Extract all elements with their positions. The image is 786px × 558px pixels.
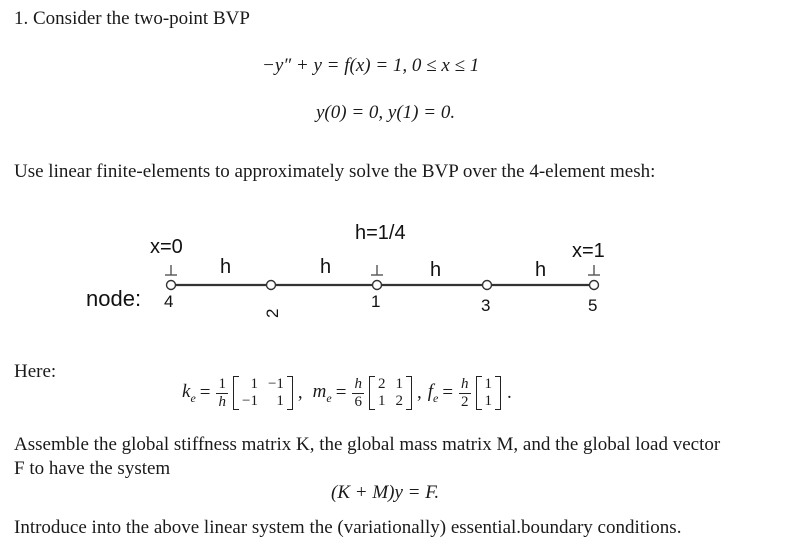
ke-fraction: $\frac{1}{h}$ <box>218 375 226 410</box>
ke-symbol: $k_e$ <box>182 380 196 405</box>
mesh-x-right-label: x=1 <box>572 240 605 262</box>
problem-intro-text: Consider the two-point BVP <box>33 8 250 29</box>
node-number-4: 4 <box>164 292 174 311</box>
element-label-2: h <box>320 256 332 278</box>
final-instruction: Introduce into the above linear system the (variationally) essential.boundary conditions. <box>14 517 682 538</box>
here-label: Here: <box>14 361 57 382</box>
mesh-node-2 <box>267 281 276 290</box>
ke-matrix: 1 −1 −1 1 <box>233 376 293 410</box>
element-matrices-line: $k_e$ = $\frac{1}{h}$ 1 −1 −1 1 , $m_e$ = $\frac{h}{6}$ 2 1 1 2 , $f_e$ = $\frac{h}{2}$ 1 1 . <box>182 375 512 410</box>
fe-fraction: $\frac{h}{2}$ <box>461 375 469 410</box>
node-number-1: 1 <box>371 292 381 311</box>
ode-equation: −y″ + y = f(x) = 1, 0 ≤ x ≤ 1 <box>262 55 480 76</box>
mesh-node-4 <box>167 281 176 290</box>
problem-intro <box>14 8 250 30</box>
fe-vector: 1 1 <box>476 376 502 410</box>
element-label-4: h <box>535 259 547 281</box>
element-label-1: h <box>220 256 232 278</box>
me-matrix: 2 1 1 2 <box>369 376 412 410</box>
element-label-3: h <box>430 259 442 281</box>
problem-number: 1. <box>14 8 29 29</box>
me-symbol: $m_e$ <box>312 380 332 405</box>
node-number-5: 5 <box>588 296 598 315</box>
mesh-node-1 <box>373 281 382 290</box>
node-number-3: 3 <box>481 296 491 315</box>
node-prefix-label: node: <box>86 286 142 311</box>
system-equation: (K + M)y = F. <box>331 482 440 503</box>
boundary-conditions: y(0) = 0, y(1) = 0. <box>316 102 456 123</box>
node-number-2: 2 <box>263 308 282 318</box>
mesh-x-left-label: x=0 <box>150 236 183 258</box>
mesh-node-5 <box>590 281 599 290</box>
assemble-line-1: Assemble the global stiffness matrix K, the global mass matrix M, and the global load vector <box>14 434 721 455</box>
me-fraction: $\frac{h}{6}$ <box>354 375 362 410</box>
fe-symbol: $f_e$ <box>427 380 439 405</box>
mesh-node-3 <box>483 281 492 290</box>
mesh-h-label: h=1/4 <box>355 222 406 244</box>
assemble-line-2: F to have the system <box>14 458 171 479</box>
instruction-text: Use linear finite-elements to approximately solve the BVP over the 4-element mesh: <box>14 161 656 182</box>
